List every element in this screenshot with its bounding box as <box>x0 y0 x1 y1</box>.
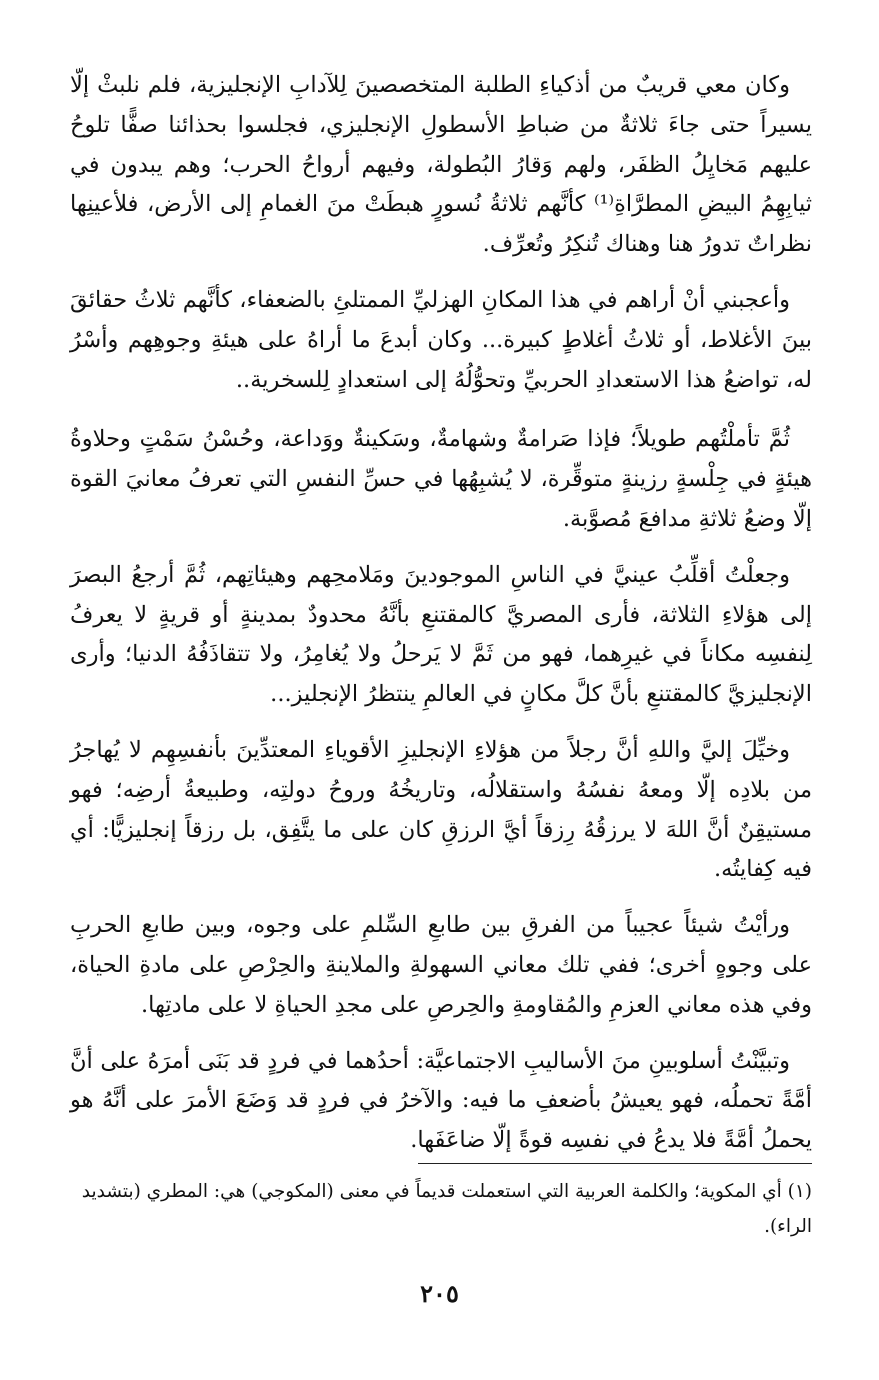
paragraph-5: وخيِّلَ إليَّ واللهِ أنَّ رجلاً من هؤلاءِ الإنجليزِ الأقوياءِ المعتدِّينَ بأنفسِهِم لا يُهاجرُ من بلادِه إلّا ومعهُ نفسُهُ واستقلالُه، وتاريخُهُ وروحُ دولتِه، وطبيعةُ أرضِه؛ فهو مستيقِنٌ أنَّ اللهَ لا يرزقُهُ رِزقاً أيَّ الرزقِ كان على ما يتَّفِق، بل رزقاً إنجليزيًّا: أي فيه كِفايتُه. <box>70 736 812 883</box>
paragraph-7: وتبيَّنْتُ أسلوبينِ منَ الأساليبِ الاجتماعيَّة: أحدُهما في فردٍ قد بَنَى أمرَهُ على أنَّ أمَّةً تحملُه، فهو يعيشُ بأضعفِ ما فيه: والآخرُ في فردٍ قد وَضَعَ الأمرَ على أنَّهُ هو يحملُ أمَّةً فلا يدعُ في نفسِه قوةً إلّا ضاعَفَها. <box>70 1047 812 1154</box>
paragraph-2: وأعجبني أنْ أراهم في هذا المكانِ الهزليِّ الممتلئِ بالضعفاء، كأنَّهم ثلاثُ حقائقَ بينَ الأغلاط، أو ثلاثُ أغلاطٍ كبيرة... وكان أبدعَ ما أراهُ على هيئةِ وجوهِهم وأسْرُ له، تواضعُ هذا الاستعدادِ الحربيِّ وتحوُّلُهُ إلى استعدادٍ لِلسخرية.. <box>70 286 812 393</box>
page-number: ٢٠٥ <box>420 1279 459 1308</box>
page-body <box>70 66 812 1181</box>
paragraph-3: ثُمَّ تأملْتُهم طويلاً؛ فإذا صَرامةٌ وشهامةٌ، وسَكينةٌ ووَداعة، وحُسْنُ سَمْتٍ وحلاوةُ هيئةٍ في جِلْسةٍ رزينةٍ متوقِّرة، لا يُشبِهُها في حسِّ النفسِ التي تعرفُ معانيَ القوة إلّا وضعُ ثلاثةِ مدافعَ مُصوَّبة. <box>70 426 812 532</box>
paragraph-4: وجعلْتُ أقلِّبُ عينيَّ في الناسِ الموجودينَ ومَلامحِهم وهيئاتِهم، ثُمَّ أرجعُ البصرَ إلى هؤلاءِ الثلاثة، فأرى المصريَّ كالمقتنعِ بأنَّهُ محدودٌ بمدينةٍ أو قريةٍ لا يعرفُ لِنفسِه مكاناً في غيرِهما، فهو من ثَمَّ لا يَرحلُ ولا يُغامِرُ، ولا تتقاذَفُهُ الدنيا؛ وأرى الإنجليزيَّ كالمقتنعِ بأنَّ كلَّ مكانٍ في العالمِ ينتظرُ الإنجليز... <box>70 561 812 708</box>
footnote: (١) أي المكوية؛ والكلمة العربية التي استعملت قديماً في معنى (المكوجي) هي: المطري (بتشديد الراء). <box>81 1181 812 1237</box>
paragraph-6: ورأيْتُ شيئاً عجيباً من الفرقِ بين طابعِ السِّلمِ على وجوه، وبين طابعِ الحربِ على وجوهٍ أخرى؛ ففي تلك معاني السهولةِ والملاينةِ والحِرْصِ على مادةِ الحياة، وفي هذه معاني العزمِ والمُقاومةِ والحِرصِ على مجدِ الحياةِ لا على مادتِها. <box>70 912 812 1018</box>
paragraph-1: وكان معي قريبٌ من أذكياءِ الطلبة المتخصصينَ لِلآدابِ الإنجليزية، فلم نلبثْ إلّا يسيراً حتى جاءَ ثلاثةٌ من ضباطِ الأسطولِ الإنجليزي، فجلسوا بحذائنا صفًّا تلوحُ عليهم مَخايِلُ الظفَر، ولهم وَقارُ البُطولة، وفيهم أرواحُ الحرب؛ وهم يبدون في ثيابِهِمُ البيضِ المطرَّاةِ⁽¹⁾ كأنَّهم ثلاثةُ نُسورٍ هبطَتْ منَ الغمامِ إلى الأرض، فلأعينِها نظراتٌ تدورُ هنا وهناك تُنكِرُ وتُعرِّف. <box>70 72 813 258</box>
footnote-divider <box>418 1163 812 1164</box>
